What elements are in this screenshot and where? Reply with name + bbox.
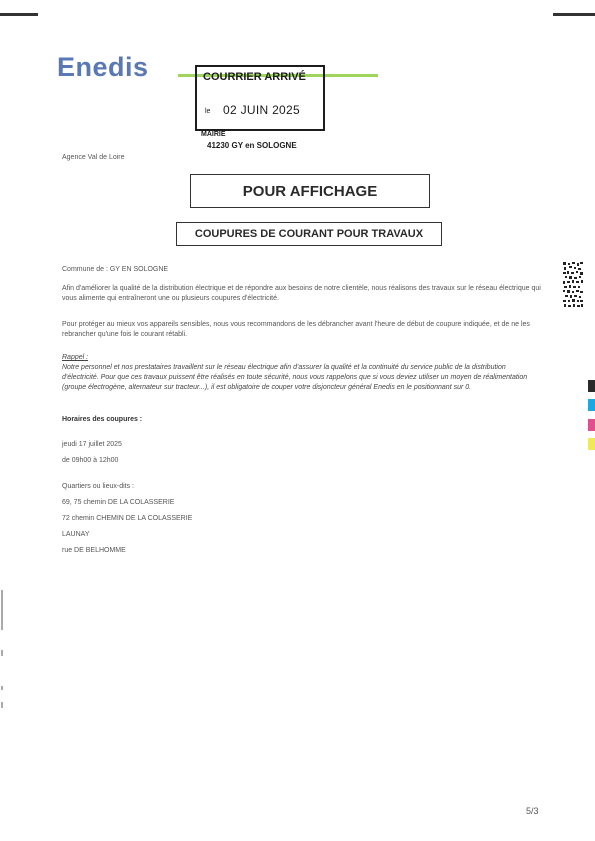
enedis-logo: Enedis xyxy=(57,52,149,82)
courrier-arrive-stamp xyxy=(195,65,327,153)
stamp-town: 41230 GY en SOLOGNE xyxy=(207,141,297,150)
district-item: 69, 75 chemin DE LA COLASSERIE xyxy=(62,499,175,506)
reminder-title: Rappel : xyxy=(62,354,89,361)
advice-paragraph: Pour protéger au mieux vos appareils sensibles, nous vous recommandons de les débrancher avant l'heure de début de coupure indiquée, et de ne les rebrancher qu'une fois le courant rétabli. xyxy=(62,321,530,338)
side-barcode xyxy=(563,262,583,308)
swatch-black xyxy=(588,380,595,392)
display-notice-box: POUR AFFICHAGE xyxy=(190,174,430,208)
swatch-cyan xyxy=(588,399,595,411)
cut-date: jeudi 17 juillet 2025 xyxy=(62,441,122,448)
stamp-le: le xyxy=(205,108,211,115)
districts-label: Quartiers ou lieux-dits : xyxy=(62,483,134,490)
swatch-magenta xyxy=(588,419,595,431)
district-item: rue DE BELHOMME xyxy=(62,547,126,554)
swatch-yellow xyxy=(588,438,595,450)
district-item: LAUNAY xyxy=(62,531,90,538)
agency-name: Agence Val de Loire xyxy=(62,154,125,161)
hours-label: Horaires des coupures : xyxy=(62,416,143,423)
scanner-edge-marks xyxy=(0,590,4,710)
district-item: 72 chemin CHEMIN DE LA COLASSERIE xyxy=(62,515,193,522)
reminder-text: Notre personnel et nos prestataires travaillent sur le réseau électrique afin d'assurer la qualité et la continuité du service public de la distribution d'électricité. Pour que ces travaux puissent être réalisés en toute sécurité, nous vous rappelons que si vous deviez utiliser un moyen de réalimentation (groupe électrogène, alternateur sur tracteur...), il est obligatoire de couper votre disjoncteur général Enedis en le positionnant sur 0. xyxy=(62,364,528,391)
commune-line: Commune de : GY EN SOLOGNE xyxy=(62,266,169,273)
page-number: 5/3 xyxy=(526,806,539,816)
stamp-mairie: MAIRIE xyxy=(201,131,226,138)
cut-time: de 09h00 à 12h00 xyxy=(62,457,119,464)
scan-mark-top-left xyxy=(0,13,38,16)
stamp-date: 02 JUIN 2025 xyxy=(223,103,300,117)
stamp-heading: COURRIER ARRIVÉ xyxy=(203,71,306,83)
scan-mark-top-right xyxy=(553,13,595,16)
power-cut-title-box: COUPURES DE COURANT POUR TRAVAUX xyxy=(176,222,442,246)
intro-paragraph: Afin d'améliorer la qualité de la distribution électrique et de répondre aux besoins de notre clientèle, nous réalisons des travaux sur le réseau électrique qui vous alimente qui entraîneront une ou plusieurs coupures d'électricité. xyxy=(62,285,541,302)
